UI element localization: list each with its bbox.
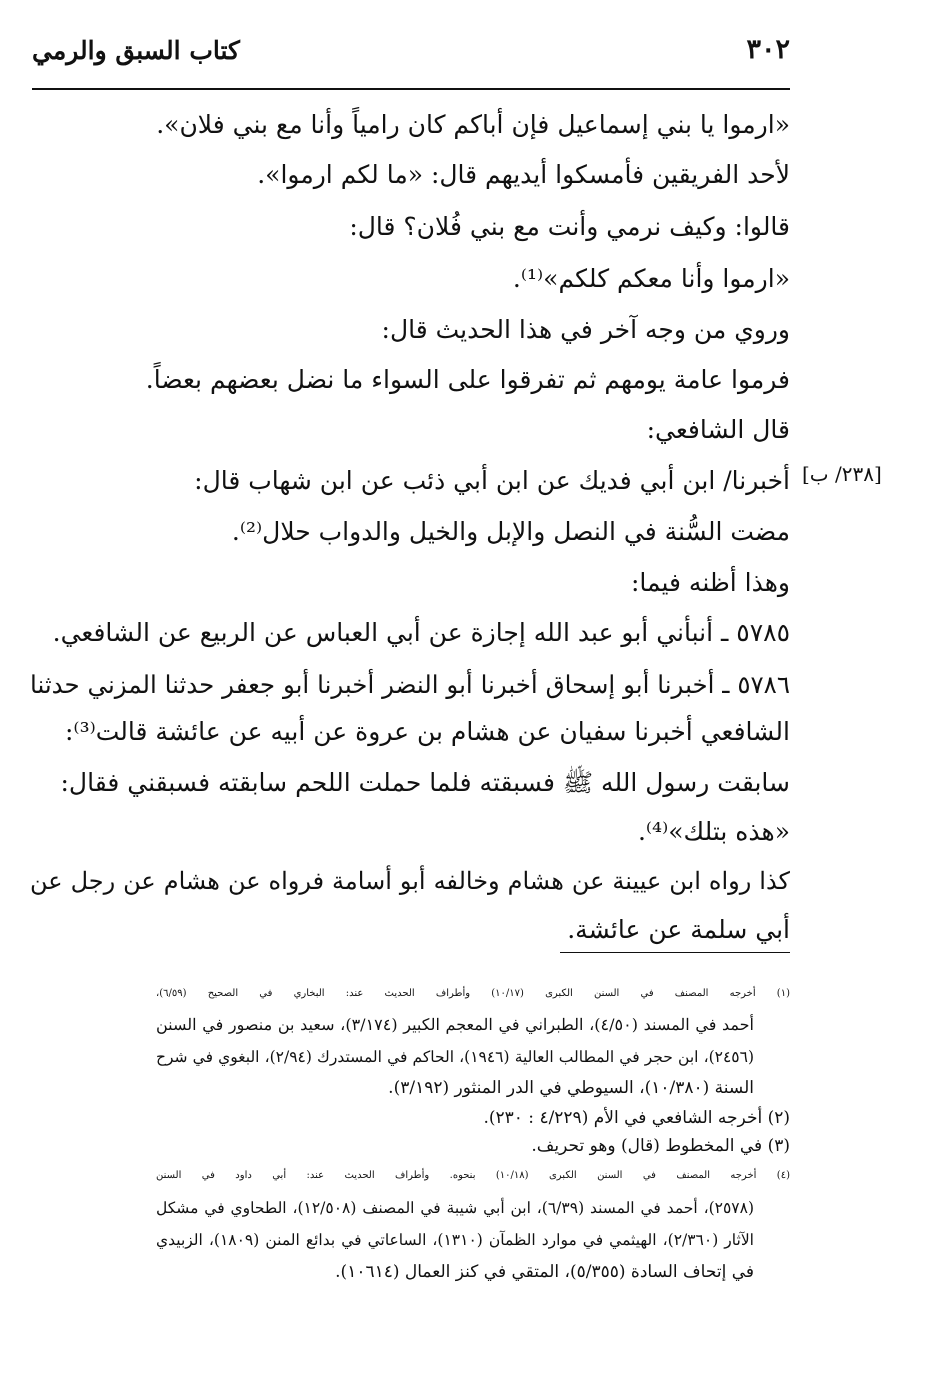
text-line: «هذه بتلك»⁽⁴⁾. bbox=[637, 817, 790, 846]
footnote-line: (٤) أخرجه المصنف في السنن الكبرى (١٠/١٨) بنحوه. وأطراف الحديث عند: أبي داود في السنن bbox=[156, 1170, 790, 1181]
text-line: وهذا أظنه فيما: bbox=[631, 568, 790, 597]
text-line: فرموا عامة يومهم ثم تفرقوا على السواء ما نضل بعضهم بعضاً. bbox=[145, 365, 790, 394]
footnote-line: السنة (١٠/٣٨٠)، السيوطي في الدر المنثور (٣/١٩٢). bbox=[388, 1078, 754, 1098]
page-number: ٣٠٢ bbox=[746, 34, 790, 65]
text-line: قال الشافعي: bbox=[646, 415, 790, 444]
footnote-separator bbox=[560, 952, 790, 953]
hadith-5785: ٥٧٨٥ ـ أنبأني أبو عبد الله إجازة عن أبي العباس عن الربيع عن الشافعي. bbox=[52, 618, 790, 647]
hadith-5786: ٥٧٨٦ ـ أخبرنا أبو إسحاق أخبرنا أبو النضر أخبرنا أبو جعفر حدثنا المزني حدثنا bbox=[30, 670, 790, 699]
footnote-line: (١) أخرجه المصنف في السنن الكبرى (١٠/١٧) وأطراف الحديث عند: البخاري في الصحيح (٦/٥٩)، bbox=[156, 988, 790, 999]
footnote-line: أحمد في المسند (٤/٥٠)، الطبراني في المعجم الكبير (٣/١٧٤)، سعيد بن منصور في السنن bbox=[156, 1015, 754, 1034]
footnote-line: (٢٤٥٦)، ابن حجر في المطالب العالية (١٩٤٦)، الحاكم في المستدرك (٢/٩٤)، البغوي في شرح bbox=[156, 1048, 755, 1066]
text-line: لأحد الفريقين فأمسكوا أيديهم قال: «ما لكم ارموا». bbox=[257, 160, 790, 189]
text-line: «ارموا يا بني إسماعيل فإن أباكم كان رامياً وأنا مع بني فلان». bbox=[156, 110, 790, 139]
text-line: قالوا: وكيف نرمي وأنت مع بني فُلان؟ قال: bbox=[349, 212, 790, 241]
text-line: «ارموا وأنا معكم كلكم»⁽¹⁾. bbox=[512, 264, 790, 293]
footnote-line: (٢٥٧٨)، أحمد في المسند (٦/٣٩)، ابن أبي شيبة في المصنف (١٢/٥٠٨)، الطحاوي في مشكل bbox=[156, 1199, 754, 1217]
text-line: كذا رواه ابن عيينة عن هشام وخالفه أبو أسامة فرواه عن هشام عن رجل عن bbox=[30, 867, 790, 895]
text-line: سابقت رسول الله ﷺ فسبقته فلما حملت اللحم سابقته فسبقني فقال: bbox=[60, 768, 790, 797]
manuscript-folio-note: [٢٣٨/ ب] bbox=[802, 462, 882, 486]
text-line: أبي سلمة عن عائشة. bbox=[567, 915, 790, 944]
text-line: مضت السُّنة في النصل والإبل والخيل والدواب حلال⁽²⁾. bbox=[231, 517, 790, 546]
footnote-line: (٢) أخرجه الشافعي في الأم (٤/٢٢٩ : ٢٣٠). bbox=[483, 1108, 790, 1128]
footnote-line: (٣) في المخطوط (قال) وهو تحريف. bbox=[531, 1136, 790, 1156]
footnote-line: الآثار (٢/٣٦٠)، الهيثمي في موارد الظمآن (١٣١٠)، الساعاتي في بدائع المنن (١٨٠٩)، الزبيدي bbox=[156, 1231, 754, 1249]
book-title: كتاب السبق والرمي bbox=[32, 36, 240, 65]
page-header bbox=[32, 28, 790, 90]
footnote-line: في إتحاف السادة (٥/٣٥٥)، المتقي في كنز العمال (١٠٦١٤). bbox=[335, 1262, 754, 1282]
text-line: الشافعي أخبرنا سفيان عن هشام بن عروة عن أبيه عن عائشة قالت⁽³⁾: bbox=[65, 717, 790, 746]
text-line: أخبرنا/ ابن أبي فديك عن ابن أبي ذئب عن ابن شهاب قال: bbox=[194, 466, 790, 495]
text-line: وروي من وجه آخر في هذا الحديث قال: bbox=[381, 315, 790, 344]
